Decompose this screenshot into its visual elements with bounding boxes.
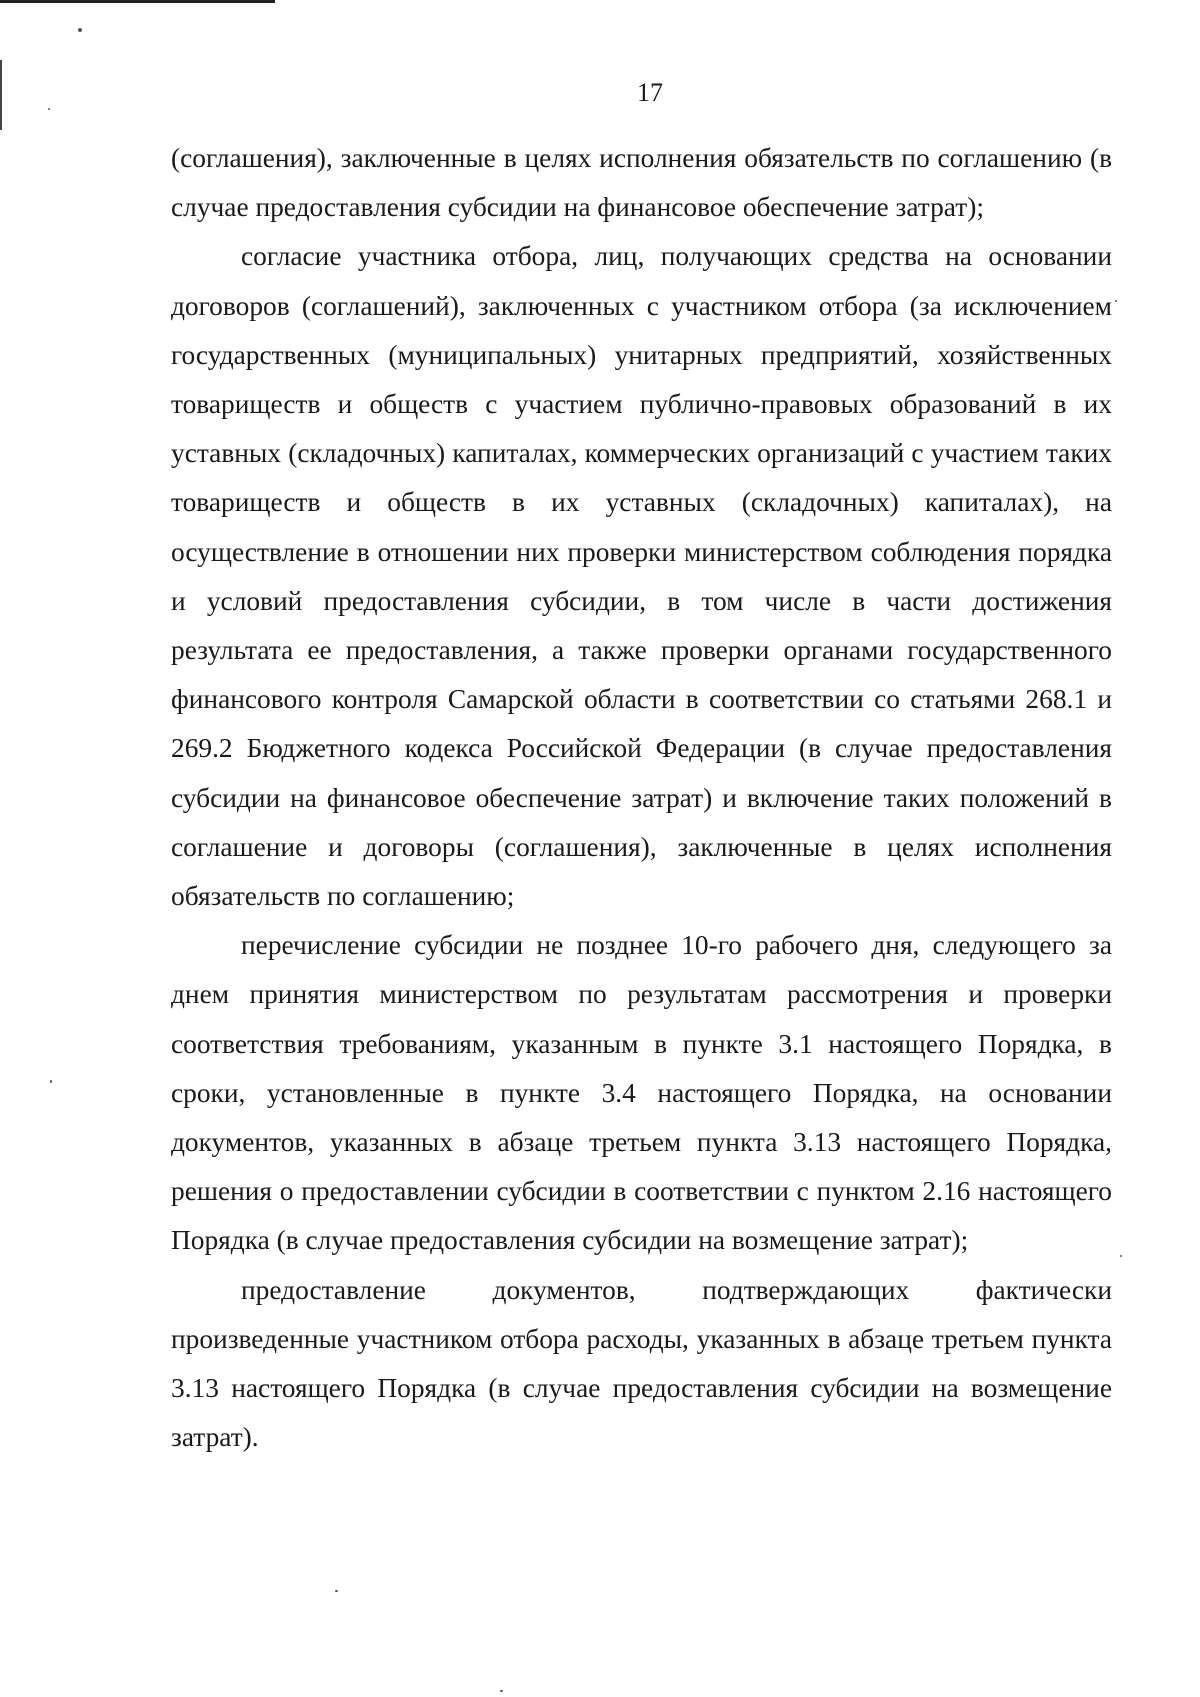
scan-speck	[1115, 300, 1117, 302]
scan-speck	[50, 1080, 52, 1083]
scan-speck	[78, 28, 82, 32]
scan-top-border	[0, 0, 275, 3]
scan-speck	[48, 108, 50, 110]
scan-speck	[335, 1590, 338, 1592]
page-number: 17	[637, 78, 663, 107]
paragraph-continuation: (соглашения), заключенные в целях исполнения обязательств по соглашению (в случае предоставления субсидии на финансовое обеспечение затрат);	[171, 143, 1112, 223]
paragraph-documents: предоставление документов, подтверждающих фактически произведенные участником отбора расходы, указанных в абзаце третьем пункта 3.13 настоящего Порядка (в случае предоставления субсидии на возмещение затрат).	[171, 1274, 1112, 1453]
document-body	[171, 134, 1112, 1462]
paragraph-transfer: перечисление субсидии не позднее 10-го рабочего дня, следующего за днем принятия министерством по результатам рассмотрения и проверки соответствия требованиям, указанным в пункте 3.1 настоящего Порядка, в сроки, установленные в пункте 3.4 настоящего Порядка, на основании документов, указанных в абзаце третьем пункта 3.13 настоящего Порядка, решения о предоставлении субсидии в соответствии с пунктом 2.16 настоящего Порядка (в случае предоставления субсидии на возмещение затрат);	[171, 930, 1112, 1256]
scan-speck	[1120, 1255, 1122, 1257]
scan-speck	[500, 1690, 503, 1692]
paragraph-consent: согласие участника отбора, лиц, получающих средства на основании договоров (соглашений), заключенных с участником отбора (за исключением государственных (муниципальных) унитарных предприятий, хозяйственных товариществ и обществ с участием публично-правовых образований в их уставных (складочных) капиталах, коммерческих организаций с участием таких товариществ и обществ в их уставных (складочных) капиталах), на осуществление в отношении них проверки министерством соблюдения порядка и условий предоставления субсидии, в том числе в части достижения результата ее предоставления, а также проверки органами государственного финансового контроля Самарской области в соответствии со статьями 268.1 и 269.2 Бюджетного кодекса Российской Федерации (в случае предоставления субсидии на финансовое обеспечение затрат) и включение таких положений в соглашение и договоры (соглашения), заключенные в целях исполнения обязательств по соглашению;	[171, 241, 1112, 912]
